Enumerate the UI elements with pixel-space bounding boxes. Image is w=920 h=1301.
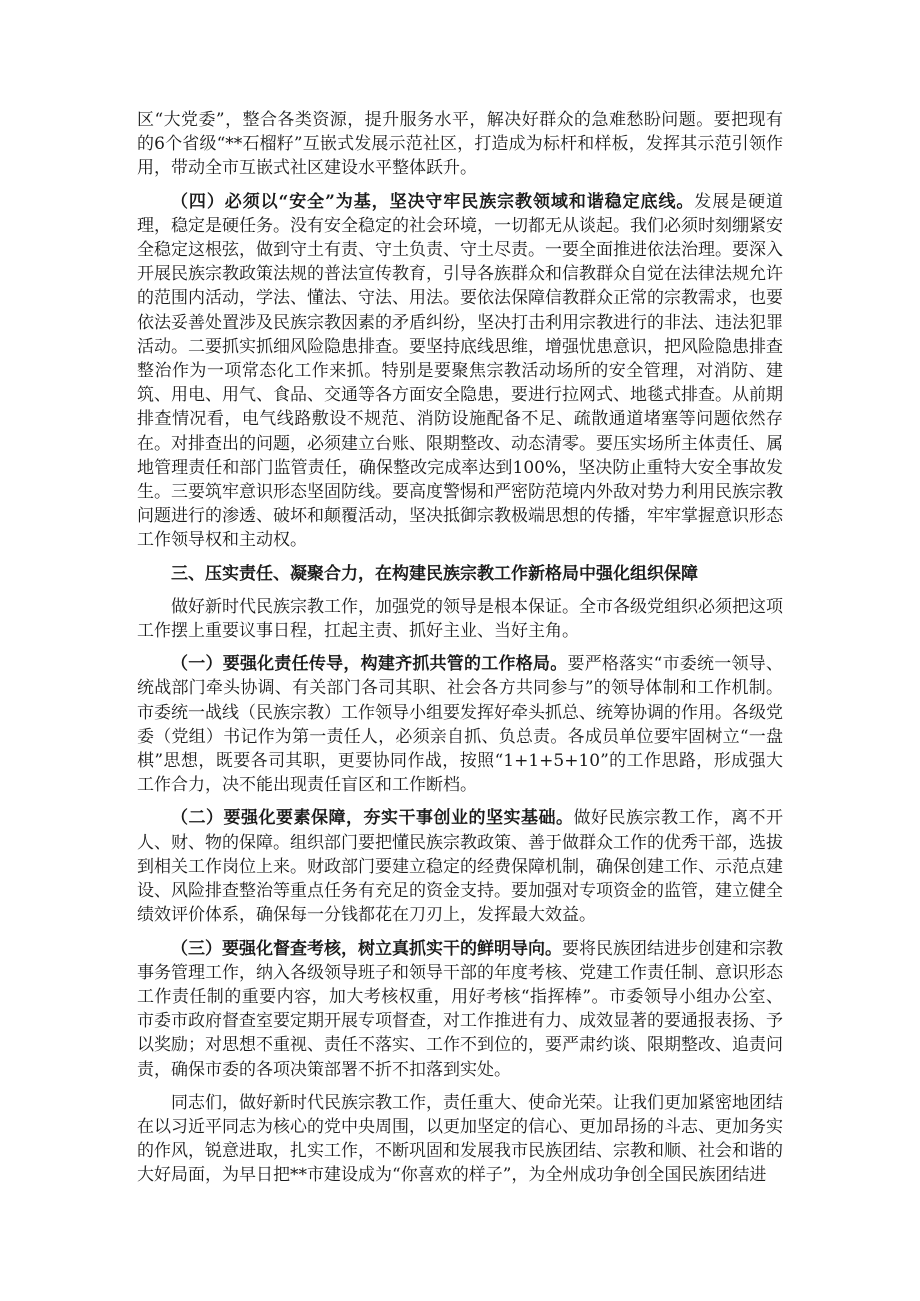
paragraph-text: 同志们，做好新时代民族宗教工作，责任重大、使命光荣。让我们更加紧密地团结在以习近平同志为核心的党中央周围，以更加坚定的信心、更加昂扬的斗志、更加务实的作风，锐意进取，扎实工作，不断巩固和发展我市民族团结、宗教和顺、社会和谐的大好局面，为早日把**市建设成为“你喜欢的样子”，为全州成功争创全国民族团结进 <box>137 1092 783 1186</box>
paragraph-lead: （一）要强化责任传导，构建齐抓共管的工作格局。 <box>171 654 568 675</box>
paragraph-text: 要严格落实“市委统一领导、统战部门牵头协调、有关部门各司其职、社会各方共同参与”的领导体制和工作机制。市委统一战线（民族宗教）工作领导小组要发挥好牵头抓总、统筹协调的作用。各级党委（党组）书记作为第一责任人，必须亲自抓、负总责。各成员单位要牢固树立“一盘棋”思想，既要各司其职，更要协同作战，按照“1+1+5+10”的工作思路，形成强大工作合力，决不能出现责任盲区和工作断档。 <box>137 654 783 796</box>
section-heading-3 <box>137 562 783 586</box>
paragraph-text: 发展是硬道理，稳定是硬任务。没有安全稳定的社会环境，一切都无从谈起。我们必须时刻绷紧安全稳定这根弦，做到守土有责、守土负责、守土尽责。一要全面推进依法治理。要深入开展民族宗教政策法规的普法宣传教育，引导各族群众和信教群众自觉在法律法规允许的范围内活动，学法、懂法、守法、用法。要依法保障信教群众正常的宗教需求，也要依法妥善处置涉及民族宗教因素的矛盾纠纷，坚决打击利用宗教进行的非法、违法犯罪活动。二要抓实抓细风险隐患排查。要坚持底线思维，增强忧患意识，把风险隐患排查整治作为一项常态化工作来抓。特别是要聚焦宗教活动场所的安全管理，对消防、建筑、用电、用气、食品、交通等各方面安全隐患，要进行拉网式、地毯式排查。从前期排查情况看，电气线路敷设不规范、消防设施配备不足、疏散通道堵塞等问题依然存在。对排查出的问题，必须建立台账、限期整改、动态清零。要压实场所主体责任、属地管理责任和部门监管责任，确保整改完成率达到100%，坚决防止重特大安全事故发生。三要筑牢意识形态坚固防线。要高度警惕和严密防范境内外敌对势力利用民族宗教问题进行的渗透、破坏和颠覆活动，坚决抵御宗教极端思想的传播，牢牢掌握意识形态工作领导权和主动权。 <box>137 191 783 551</box>
paragraph-section-4 <box>137 190 783 553</box>
paragraph-item-1 <box>137 652 783 797</box>
heading-text: 三、压实责任、凝聚合力，在构建民族宗教工作新格局中强化组织保障 <box>171 563 698 584</box>
paragraph-lead: （四）必须以“安全”为基，坚决守牢民族宗教领域和谐稳定底线。 <box>171 191 695 212</box>
paragraph-text: 做好新时代民族宗教工作，加强党的领导是根本保证。全市各级党组织必须把这项工作摆上重要议事日程，扛起主责、抓好主业、当好主角。 <box>137 596 783 642</box>
paragraph-closing <box>137 1091 783 1188</box>
paragraph-text: 做好民族宗教工作，离不开人、财、物的保障。组织部门要把懂民族宗教政策、善于做群众工作的优秀干部，选拔到相关工作岗位上来。财政部门要建立稳定的经费保障机制，确保创建工作、示范点建设、风险排查整治等重点任务有充足的资金支持。要加强对专项资金的监管，建立健全绩效评价体系，确保每一分钱都花在刀刃上，发挥最大效益。 <box>137 808 783 926</box>
paragraph-continuation <box>137 108 783 181</box>
paragraph-item-2 <box>137 806 783 927</box>
paragraph-text: 要将民族团结进步创建和宗教事务管理工作，纳入各级领导班子和领导干部的年度考核、党建工作责任制、意识形态工作责任制的重要内容，加大考核权重，用好考核“指挥棒”。市委领导小组办公室、市委市政府督查室要定期开展专项督查，对工作推进有力、成效显著的要通报表扬、予以奖励；对思想不重视、责任不落实、工作不到位的，要严肃约谈、限期整改、追责问责，确保市委的各项决策部署不折不扣落到实处。 <box>137 938 783 1080</box>
paragraph-intro <box>137 595 783 643</box>
paragraph-lead: （三）要强化督查考核，树立真抓实干的鲜明导向。 <box>171 938 562 959</box>
paragraph-text: 区“大党委”，整合各类资源，提升服务水平，解决好群众的急难愁盼问题。要把现有的6个省级“**石榴籽”互嵌式发展示范社区，打造成为标杆和样板，发挥其示范引领作用，带动全市互嵌式社区建设水平整体跃升。 <box>137 110 783 179</box>
paragraph-item-3 <box>137 937 783 1082</box>
paragraph-lead: （二）要强化要素保障，夯实干事创业的坚实基础。 <box>171 808 574 829</box>
